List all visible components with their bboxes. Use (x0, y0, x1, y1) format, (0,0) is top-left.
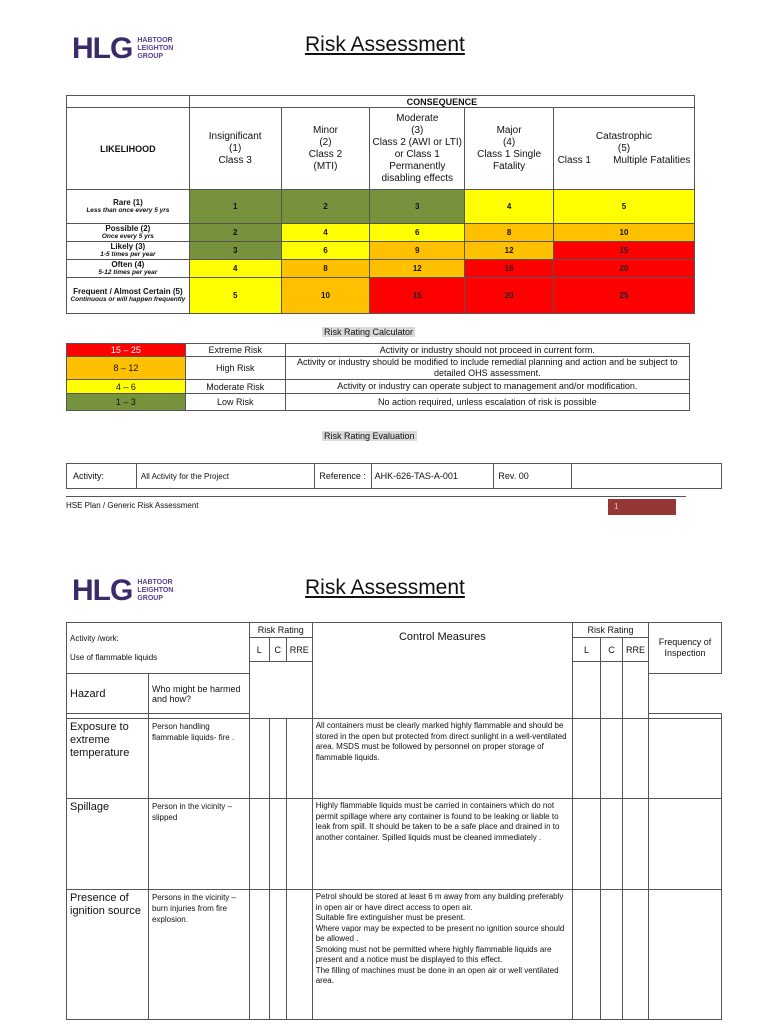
control-measure: Petrol should be stored at least 6 m away from any building preferably in open air or have direct access to open air. Suitable fire extinguisher must be present. Where vapor may be expected to be present no ignition source should be allowed . Smoking must not be permitted where highly flammable liquids are present and a notice must be displayed to this effect. The filling of machines must be done in an open air or well ventilated area. (312, 890, 572, 1020)
risk-score-cell: 4 (189, 260, 281, 278)
rating-cell (269, 799, 286, 890)
logo-text (137, 37, 173, 61)
consequence-text: Moderate (396, 112, 439, 124)
likelihood-header: LIKELIHOOD (67, 108, 190, 190)
risk-score-cell: 16 (465, 260, 554, 278)
rre-header: RRE (286, 638, 312, 662)
risk-rating-calculator (66, 343, 690, 411)
c-header-2: C (601, 638, 623, 662)
rating-cell (622, 719, 648, 799)
likelihood-desc: 1-5 times per year (100, 251, 156, 258)
consequence-text: (2) (319, 136, 332, 148)
likelihood-desc: Once every 5 yrs (101, 233, 154, 240)
page-title: Risk Assessment (305, 33, 465, 56)
risk-matrix-table (66, 95, 695, 314)
consequence-header: CONSEQUENCE (189, 96, 694, 108)
risk-score-cell: 6 (281, 242, 370, 260)
evaluation-table (66, 463, 722, 489)
company-logo-2 (72, 576, 173, 606)
risk-level: Low Risk (185, 394, 285, 411)
hazard-header: Hazard (67, 674, 149, 714)
consequence-1 (189, 108, 281, 190)
reference-value: AHK-626-TAS-A-001 (371, 464, 494, 489)
rating-cell (286, 890, 312, 1020)
hazard-name: Presence of ignition source (67, 890, 149, 1020)
risk-score-cell: 15 (553, 242, 694, 260)
risk-score-cell: 20 (553, 260, 694, 278)
likelihood-desc: Less than once every 5 yrs (86, 207, 170, 214)
hazard-row (67, 719, 722, 799)
logo-line: GROUP (137, 595, 163, 602)
consequence-4 (465, 108, 554, 190)
risk-score-cell: 10 (281, 278, 370, 314)
calculator-row (67, 394, 690, 411)
risk-score-cell: 4 (465, 190, 554, 224)
risk-level: Extreme Risk (185, 344, 285, 357)
consequence-text: (1) (229, 142, 242, 154)
risk-action: Activity or industry can operate subject to management and/or modification. (285, 380, 689, 394)
matrix-row (67, 260, 695, 278)
page-number: 1 (608, 499, 676, 515)
logo-text (137, 579, 173, 603)
risk-score-cell: 15 (370, 278, 465, 314)
consequence-text: Class 1 Multiple Fatalities (557, 154, 691, 166)
rating-cell (601, 799, 623, 890)
rating-cell (269, 890, 286, 1020)
logo-mark: HLG (72, 32, 133, 65)
logo-line: HABTOOR (137, 37, 173, 44)
hazard-name: Exposure to extreme temperature (67, 719, 149, 799)
likelihood-desc: 5-12 times per year (98, 269, 158, 276)
who-harmed: Person handling flammable liquids- fire . (148, 719, 249, 799)
logo-line: LEIGHTON (137, 45, 174, 52)
risk-score-cell: 4 (281, 224, 370, 242)
calculator-row (67, 380, 690, 394)
risk-score-cell: 1 (189, 190, 281, 224)
rating-cell (249, 719, 269, 799)
likelihood-name: Rare (1) (112, 198, 143, 207)
activity-label: Activity /work: (70, 634, 119, 643)
hazard-row (67, 799, 722, 890)
calculator-row (67, 344, 690, 357)
risk-range: 8 – 12 (67, 357, 186, 380)
matrix-row (67, 224, 695, 242)
risk-score-cell: 3 (370, 190, 465, 224)
likelihood-label (67, 190, 190, 224)
matrix-row (67, 242, 695, 260)
matrix-corner (67, 96, 190, 108)
logo-line: GROUP (137, 53, 163, 60)
risk-score-cell: 2 (189, 224, 281, 242)
risk-score-cell: 20 (465, 278, 554, 314)
l-header-2: L (573, 638, 601, 662)
risk-score-cell: 10 (553, 224, 694, 242)
logo-mark: HLG (72, 574, 133, 607)
activity-label: Activity: (67, 464, 137, 489)
likelihood-desc: Continuous or will happen frequently (70, 296, 186, 303)
evaluation-title: Risk Rating Evaluation (324, 431, 415, 441)
risk-score-cell: 12 (370, 260, 465, 278)
consequence-text: (3) (411, 124, 424, 136)
activity-value: All Activity for the Project (136, 464, 314, 489)
consequence-text: Class 2 (AWI or LTI) or Class 1 Permanently disabling effects (372, 136, 462, 184)
who-harmed: Persons in the vicinity –burn injuries from fire explosion. (148, 890, 249, 1020)
likelihood-label (67, 242, 190, 260)
matrix-row (67, 190, 695, 224)
consequence-text: Insignificant (208, 130, 262, 142)
rating-cell (622, 890, 648, 1020)
frequency-header: Frequency of Inspection (648, 623, 721, 674)
likelihood-label (67, 260, 190, 278)
control-measure: Highly flammable liquids must be carried in containers which do not permit spillage where any container is found to be leaking or liable to leak from spill. It should be taken to be a safe place and drained in to another container. Spilled liquids must be cleaned immediately . (312, 799, 572, 890)
risk-score-cell: 8 (465, 224, 554, 242)
rating-cell (249, 799, 269, 890)
rating-cell (573, 719, 601, 799)
likelihood-name: Possible (2) (105, 224, 151, 233)
logo-line: LEIGHTON (137, 587, 174, 594)
empty-cell (572, 464, 722, 489)
hazard-name: Spillage (67, 799, 149, 890)
control-measure: All containers must be clearly marked highly flammable and should be stored in the open but protected from direct sunlight in a well-ventilated area. MSDS must be followed by personnel on proper storage of flammable liquids. (312, 719, 572, 799)
l-header: L (249, 638, 269, 662)
c-header: C (269, 638, 286, 662)
likelihood-label (67, 278, 190, 314)
rating-cell (601, 719, 623, 799)
risk-score-cell: 6 (370, 224, 465, 242)
risk-level: Moderate Risk (185, 380, 285, 394)
control-measures-header: Control Measures (312, 623, 572, 719)
consequence-text: Class 1 Single Fatality (477, 148, 542, 172)
rating-cell (622, 799, 648, 890)
footer-text: HSE Plan / Generic Risk Assessment (66, 501, 199, 510)
rating-cell (648, 799, 721, 890)
revision: Rev. 00 (494, 464, 572, 489)
logo-line: HABTOOR (137, 579, 173, 586)
rating-cell (573, 890, 601, 1020)
risk-score-cell: 25 (553, 278, 694, 314)
risk-score-cell: 8 (281, 260, 370, 278)
rating-cell (286, 799, 312, 890)
risk-score-cell: 12 (465, 242, 554, 260)
risk-score-cell: 3 (189, 242, 281, 260)
matrix-row (67, 278, 695, 314)
rating-cell (286, 719, 312, 799)
page-title-2: Risk Assessment (305, 576, 465, 599)
blank-cell (622, 662, 648, 719)
risk-action: Activity or industry should be modified to include remedial planning and action and be subject to detailed OHS assessment. (285, 357, 689, 380)
consequence-text: (MTI) (313, 160, 338, 172)
consequence-text: Class 2 (308, 148, 343, 160)
risk-score-cell: 9 (370, 242, 465, 260)
who-header: Who might be harmed and how? (148, 674, 249, 714)
consequence-text: Minor (312, 124, 338, 136)
activity-value: Use of flammable liquids (70, 653, 158, 662)
risk-assessment-table (66, 622, 722, 1020)
activity-cell (67, 623, 250, 674)
reference-label: Reference : (314, 464, 371, 489)
company-logo (72, 34, 173, 64)
risk-rating-header-2: Risk Rating (573, 623, 649, 638)
consequence-5 (553, 108, 694, 190)
consequence-text: Major (496, 124, 522, 136)
rating-cell (601, 890, 623, 1020)
risk-score-cell: 5 (553, 190, 694, 224)
calculator-title: Risk Rating Calculator (324, 327, 414, 337)
consequence-text: Catastrophic (595, 130, 653, 142)
risk-action: No action required, unless escalation of risk is possible (285, 394, 689, 411)
blank-cell (648, 674, 721, 714)
consequence-2 (281, 108, 370, 190)
risk-range: 1 – 3 (67, 394, 186, 411)
blank-cell (601, 662, 623, 719)
rating-cell (269, 719, 286, 799)
consequence-text: (5) (617, 142, 631, 154)
blank-cell (249, 662, 312, 719)
who-harmed: Person in the vicinity –slipped (148, 799, 249, 890)
likelihood-label (67, 224, 190, 242)
rating-cell (573, 799, 601, 890)
likelihood-name: Likely (3) (110, 242, 146, 251)
rre-header-2: RRE (622, 638, 648, 662)
hazard-row (67, 890, 722, 1020)
footer-divider (66, 496, 686, 497)
rating-cell (249, 890, 269, 1020)
blank-cell (573, 662, 601, 719)
risk-score-cell: 2 (281, 190, 370, 224)
calculator-row (67, 357, 690, 380)
rating-cell (648, 890, 721, 1020)
likelihood-name: Often (4) (111, 260, 145, 269)
risk-rating-header: Risk Rating (249, 623, 312, 638)
rating-cell (648, 719, 721, 799)
risk-range: 15 – 25 (67, 344, 186, 357)
risk-score-cell: 5 (189, 278, 281, 314)
likelihood-name: Frequent / Almost Certain (5) (73, 287, 183, 296)
risk-level: High Risk (185, 357, 285, 380)
consequence-text: Class 3 (218, 154, 252, 166)
risk-range: 4 – 6 (67, 380, 186, 394)
consequence-text: (4) (502, 136, 516, 148)
risk-action: Activity or industry should not proceed in current form. (285, 344, 689, 357)
consequence-3 (370, 108, 465, 190)
